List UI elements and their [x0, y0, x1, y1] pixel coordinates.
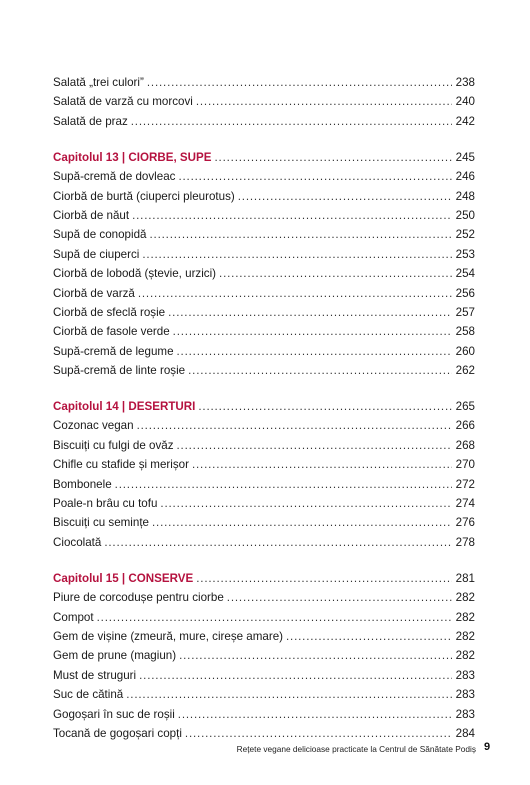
- dot-leader: [227, 588, 452, 607]
- toc-entry-title: Supă-cremă de linte roșie: [53, 364, 186, 378]
- toc-entry-title: Biscuiți cu fulgi de ovăz: [53, 438, 174, 452]
- toc-entry-page: 283: [455, 668, 475, 682]
- toc-entry: [53, 284, 475, 303]
- dot-leader: [238, 187, 452, 206]
- dot-leader: [115, 475, 452, 494]
- toc-entry-page: 274: [455, 497, 475, 510]
- toc-entry-title: Cozonac vegan: [53, 419, 134, 433]
- toc-entry-title: Poale-n brâu cu tofu: [53, 497, 158, 510]
- dot-leader: [178, 705, 452, 724]
- toc-entry-title: Supă de ciuperci: [53, 247, 140, 261]
- toc-section: [53, 148, 475, 381]
- toc-entry: [53, 475, 475, 494]
- dot-leader: [149, 225, 452, 244]
- dot-leader: [196, 92, 452, 111]
- toc-entry-page: 270: [455, 458, 475, 472]
- toc-entry-title: Gogoșari în suc de roșii: [53, 707, 175, 721]
- dot-leader: [152, 513, 452, 532]
- toc-entry: [53, 361, 475, 380]
- chapter-heading-title: Capitolul 14 | DESERTURI: [53, 400, 196, 414]
- dot-leader: [137, 416, 452, 435]
- toc-entry: [53, 342, 475, 361]
- toc-entry-title: Ciorbă de varză: [53, 286, 135, 300]
- toc-entry-title: Biscuiți cu semințe: [53, 516, 150, 530]
- dot-leader: [138, 284, 452, 303]
- dot-leader: [160, 494, 452, 513]
- toc-entry-page: 256: [455, 286, 475, 300]
- toc-entry-title: Ciorbă de burtă (ciuperci pleurotus): [53, 189, 235, 203]
- dot-leader: [131, 112, 452, 131]
- chapter-heading-title: Capitolul 15 | CONSERVE: [53, 571, 194, 585]
- toc-entry: [53, 608, 475, 627]
- toc-entry-page: 282: [455, 649, 475, 663]
- toc-entry: [53, 513, 475, 532]
- toc-entry: [53, 322, 475, 341]
- toc-entry-title: Bombonele: [53, 477, 112, 491]
- toc-entry-page: 253: [455, 247, 475, 261]
- toc-entry-title: Salată de varză cu morcovi: [53, 95, 193, 109]
- toc-section: [53, 73, 475, 131]
- chapter-heading: [53, 569, 475, 588]
- dot-leader: [168, 303, 452, 322]
- toc-entry: [53, 245, 475, 264]
- toc-entry: [53, 588, 475, 607]
- running-footer: Rețete vegane delicioase practicate la Centrul de Sănătate Podiș: [236, 744, 476, 754]
- toc-entry: [53, 206, 475, 225]
- toc-entry-title: Tocană de gogoșari copți: [53, 726, 182, 740]
- toc-entry-page: 284: [455, 726, 475, 740]
- toc-entry: [53, 73, 475, 92]
- toc-entry: [53, 112, 475, 131]
- toc-entry-title: Supă-cremă de legume: [53, 344, 174, 358]
- dot-leader: [147, 73, 452, 92]
- toc-entry-page: 248: [455, 189, 475, 203]
- table-of-contents: [53, 73, 475, 743]
- dot-leader: [139, 666, 452, 685]
- toc-entry-page: 272: [455, 477, 475, 491]
- dot-leader: [188, 361, 452, 380]
- dot-leader: [215, 148, 453, 167]
- toc-section: [53, 569, 475, 744]
- toc-entry-title: Supă-cremă de dovleac: [53, 170, 176, 184]
- toc-entry: [53, 455, 475, 474]
- toc-entry-title: Ciorbă de sfeclă roșie: [53, 305, 166, 319]
- toc-entry: [53, 225, 475, 244]
- dot-leader: [196, 569, 452, 588]
- toc-entry-page: 282: [455, 629, 475, 643]
- toc-entry-page: 246: [455, 170, 475, 184]
- toc-entry: [53, 627, 475, 646]
- toc-entry-title: Salată de praz: [53, 114, 128, 128]
- dot-leader: [132, 206, 452, 225]
- toc-entry-title: Gem de prune (magiun): [53, 649, 177, 663]
- page-number: 9: [484, 741, 491, 753]
- dot-leader: [97, 608, 452, 627]
- dot-leader: [192, 455, 452, 474]
- toc-entry: [53, 436, 475, 455]
- toc-entry: [53, 494, 475, 513]
- toc-entry: [53, 533, 475, 552]
- toc-entry-page: 260: [455, 344, 475, 358]
- chapter-heading-page: 245: [455, 150, 475, 164]
- toc-entry: [53, 187, 475, 206]
- toc-entry-title: Suc de cătină: [53, 688, 124, 702]
- chapter-heading-page: 281: [455, 571, 475, 585]
- toc-entry-title: Must de struguri: [53, 668, 137, 682]
- toc-entry-title: Ciocolată: [53, 535, 102, 549]
- toc-entry-page: 283: [455, 688, 475, 702]
- dot-leader: [219, 264, 452, 283]
- toc-entry-page: 254: [455, 267, 475, 281]
- toc-entry-title: Supă de conopidă: [53, 228, 147, 242]
- dot-leader: [178, 167, 452, 186]
- dot-leader: [126, 685, 452, 704]
- toc-entry-title: Ciorbă de fasole verde: [53, 325, 170, 339]
- chapter-heading: [53, 397, 475, 416]
- dot-leader: [104, 533, 452, 552]
- toc-entry: [53, 92, 475, 111]
- toc-entry: [53, 264, 475, 283]
- toc-entry-page: 262: [455, 364, 475, 378]
- toc-entry-page: 240: [455, 95, 475, 109]
- dot-leader: [286, 627, 452, 646]
- toc-entry-title: Compot: [53, 610, 94, 624]
- toc-entry-title: Chifle cu stafide și merișor: [53, 458, 189, 472]
- toc-entry-title: Ciorbă de lobodă (ștevie, urzici): [53, 267, 217, 281]
- toc-entry: [53, 167, 475, 186]
- toc-entry-page: 252: [455, 228, 475, 242]
- chapter-heading: [53, 148, 475, 167]
- toc-entry-title: Gem de vișine (zmeură, mure, cireșe amare): [53, 629, 284, 643]
- toc-entry-page: 268: [455, 438, 475, 452]
- chapter-heading-title: Capitolul 13 | CIORBE, SUPE: [53, 150, 212, 164]
- toc-entry-page: 278: [455, 535, 475, 549]
- toc-section: [53, 397, 475, 552]
- toc-entry: [53, 685, 475, 704]
- toc-entry: [53, 646, 475, 665]
- toc-entry: [53, 724, 475, 743]
- toc-entry-page: 250: [455, 208, 475, 222]
- dot-leader: [177, 436, 452, 455]
- toc-entry-title: Salată „trei culori”: [53, 76, 144, 89]
- toc-entry: [53, 416, 475, 435]
- toc-entry-page: 282: [455, 591, 475, 605]
- toc-entry-page: 258: [455, 325, 475, 339]
- dot-leader: [185, 724, 452, 743]
- toc-entry: [53, 303, 475, 322]
- toc-entry-title: Ciorbă de năut: [53, 208, 130, 222]
- dot-leader: [173, 322, 452, 341]
- toc-entry-title: Piure de corcodușe pentru ciorbe: [53, 591, 224, 605]
- toc-entry-page: 242: [455, 114, 475, 128]
- toc-entry: [53, 705, 475, 724]
- toc-entry-page: 266: [455, 419, 475, 433]
- toc-entry-page: 283: [455, 707, 475, 721]
- dot-leader: [142, 245, 452, 264]
- toc-entry-page: 257: [455, 305, 475, 319]
- toc-entry: [53, 666, 475, 685]
- toc-entry-page: 238: [455, 76, 475, 89]
- toc-entry-page: 282: [455, 610, 475, 624]
- dot-leader: [198, 397, 452, 416]
- dot-leader: [179, 646, 452, 665]
- toc-entry-page: 276: [455, 516, 475, 530]
- dot-leader: [177, 342, 452, 361]
- chapter-heading-page: 265: [455, 400, 475, 414]
